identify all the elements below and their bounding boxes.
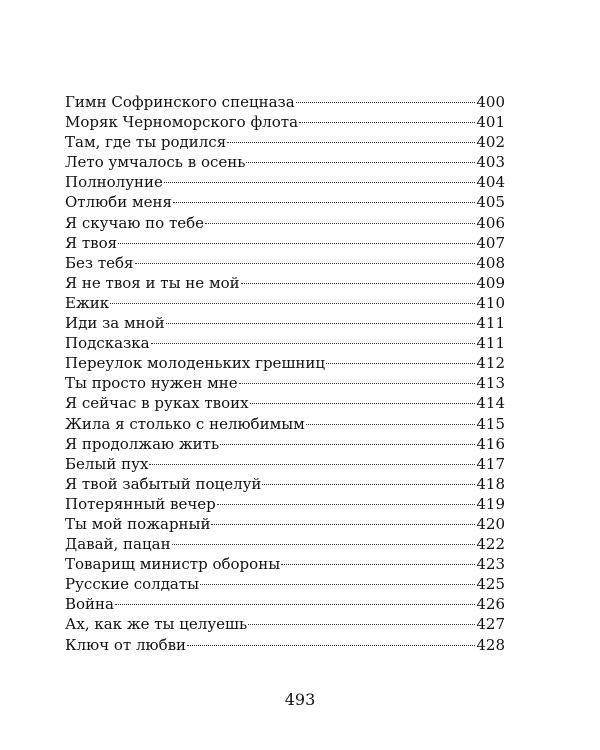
dot-leader [115,604,475,605]
toc-entry-title: Полнолуние [65,173,163,192]
toc-entry-title: Ты мой пожарный [65,514,211,533]
toc-entry-title: Я скучаю по тебе [65,213,205,232]
toc-entry [65,293,505,313]
toc-entry-title: Ежик [65,293,110,312]
toc-entry-title: Я твоя [65,233,118,252]
toc-entry-page: 427 [476,615,505,634]
toc-entry-page: 422 [476,535,505,554]
toc-entry-title: Война [65,595,114,614]
toc-entry-title: Я сейчас в руках твоих [65,394,249,413]
toc-entry-title: Лето умчалось в осень [65,153,246,172]
toc-entry-title: Товарищ министр обороны [65,555,281,574]
dot-leader [200,584,475,585]
dot-leader [296,102,476,103]
toc-entry-title: Без тебя [65,253,134,272]
toc-entry [65,152,505,172]
toc-entry-title: Переулок молоденьких грешниц [65,354,326,373]
toc-entry-page: 417 [476,454,505,473]
toc-entry-page: 413 [476,374,505,393]
dot-leader [241,283,476,284]
dot-leader [326,363,475,364]
toc-entry [65,434,505,454]
toc-entry [65,112,505,132]
toc-entry [65,213,505,233]
toc-entry-title: Ах, как же ты целуешь [65,615,248,634]
toc-entry-title: Русские солдаты [65,575,200,594]
toc-entry-title: Я твой забытый поцелуй [65,474,262,493]
dot-leader [118,243,475,244]
dot-leader [166,323,476,324]
toc-entry-title: Гимн Софринского спецназа [65,93,295,111]
toc-entry-page: 410 [476,293,505,312]
toc-entry [65,454,505,474]
toc-entry [65,635,505,655]
dot-leader [217,504,476,505]
toc-entry-title: Отлюби меня [65,193,172,212]
toc-entry-page: 400 [476,93,505,111]
toc-entry [65,514,505,534]
dot-leader [220,444,475,445]
toc-entry-title: Потерянный вечер [65,494,216,513]
dot-leader [281,564,475,565]
dot-leader [248,624,475,625]
toc-entry-page: 418 [476,474,505,493]
toc-entry-page: 405 [476,193,505,212]
toc-entry [65,132,505,152]
toc-entry [65,614,505,634]
toc-entry [65,414,505,434]
dot-leader [250,403,476,404]
toc-entry [65,373,505,393]
toc-entry-title: Я продолжаю жить [65,434,220,453]
page-number: 493 [284,690,316,709]
toc-entry-page: 404 [476,173,505,192]
toc-entry-page: 407 [476,233,505,252]
toc-entry-title: Подсказка [65,334,150,353]
dot-leader [110,303,475,304]
toc-entry-page: 419 [476,494,505,513]
toc-entry [65,353,505,373]
toc-entry-page: 423 [476,555,505,574]
dot-leader [135,263,476,264]
toc-entry-page: 406 [476,213,505,232]
toc-entry [65,172,505,192]
toc-entry-page: 411 [476,334,505,353]
toc-entry [65,233,505,253]
toc-entry-page: 409 [476,273,505,292]
toc-entry-title: Ты просто нужен мне [65,374,238,393]
toc-entry [65,253,505,273]
toc-entry [65,494,505,514]
dot-leader [172,544,476,545]
dot-leader [246,162,475,163]
dot-leader [149,464,475,465]
dot-leader [239,383,476,384]
table-of-contents [65,92,505,655]
toc-entry-page: 408 [476,253,505,272]
toc-entry-page: 416 [476,434,505,453]
toc-entry-title: Я не твоя и ты не мой [65,273,240,292]
toc-entry-page: 415 [476,414,505,433]
dot-leader [187,645,475,646]
dot-leader [299,122,475,123]
toc-entry-title: Ключ от любви [65,635,187,654]
toc-entry [65,273,505,293]
dot-leader [227,142,475,143]
toc-entry-page: 403 [476,153,505,172]
dot-leader [173,202,475,203]
toc-entry-title: Иди за мной [65,314,165,333]
dot-leader [262,484,475,485]
toc-entry [65,554,505,574]
toc-entry [65,574,505,594]
dot-leader [164,182,475,183]
toc-entry [65,313,505,333]
toc-entry [65,192,505,212]
toc-entry-page: 411 [476,314,505,333]
dot-leader [306,424,476,425]
toc-entry-page: 402 [476,133,505,152]
toc-entry-page: 426 [476,595,505,614]
toc-entry-page: 425 [476,575,505,594]
toc-entry [65,393,505,413]
toc-entry-title: Там, где ты родился [65,133,227,152]
toc-entry-page: 428 [476,635,505,654]
toc-entry [65,474,505,494]
toc-entry [65,92,505,112]
dot-leader [211,524,475,525]
toc-entry-page: 401 [476,113,505,132]
toc-entry [65,594,505,614]
toc-entry-title: Белый пух [65,454,149,473]
toc-entry-page: 414 [476,394,505,413]
toc-entry-page: 420 [476,514,505,533]
toc-entry-title: Жила я столько с нелюбимым [65,414,305,433]
toc-entry-page: 412 [476,354,505,373]
dot-leader [205,223,475,224]
toc-entry-title: Давай, пацан [65,535,171,554]
dot-leader [151,343,476,344]
toc-entry-title: Моряк Черноморского флота [65,113,299,132]
toc-entry [65,333,505,353]
toc-entry [65,534,505,554]
